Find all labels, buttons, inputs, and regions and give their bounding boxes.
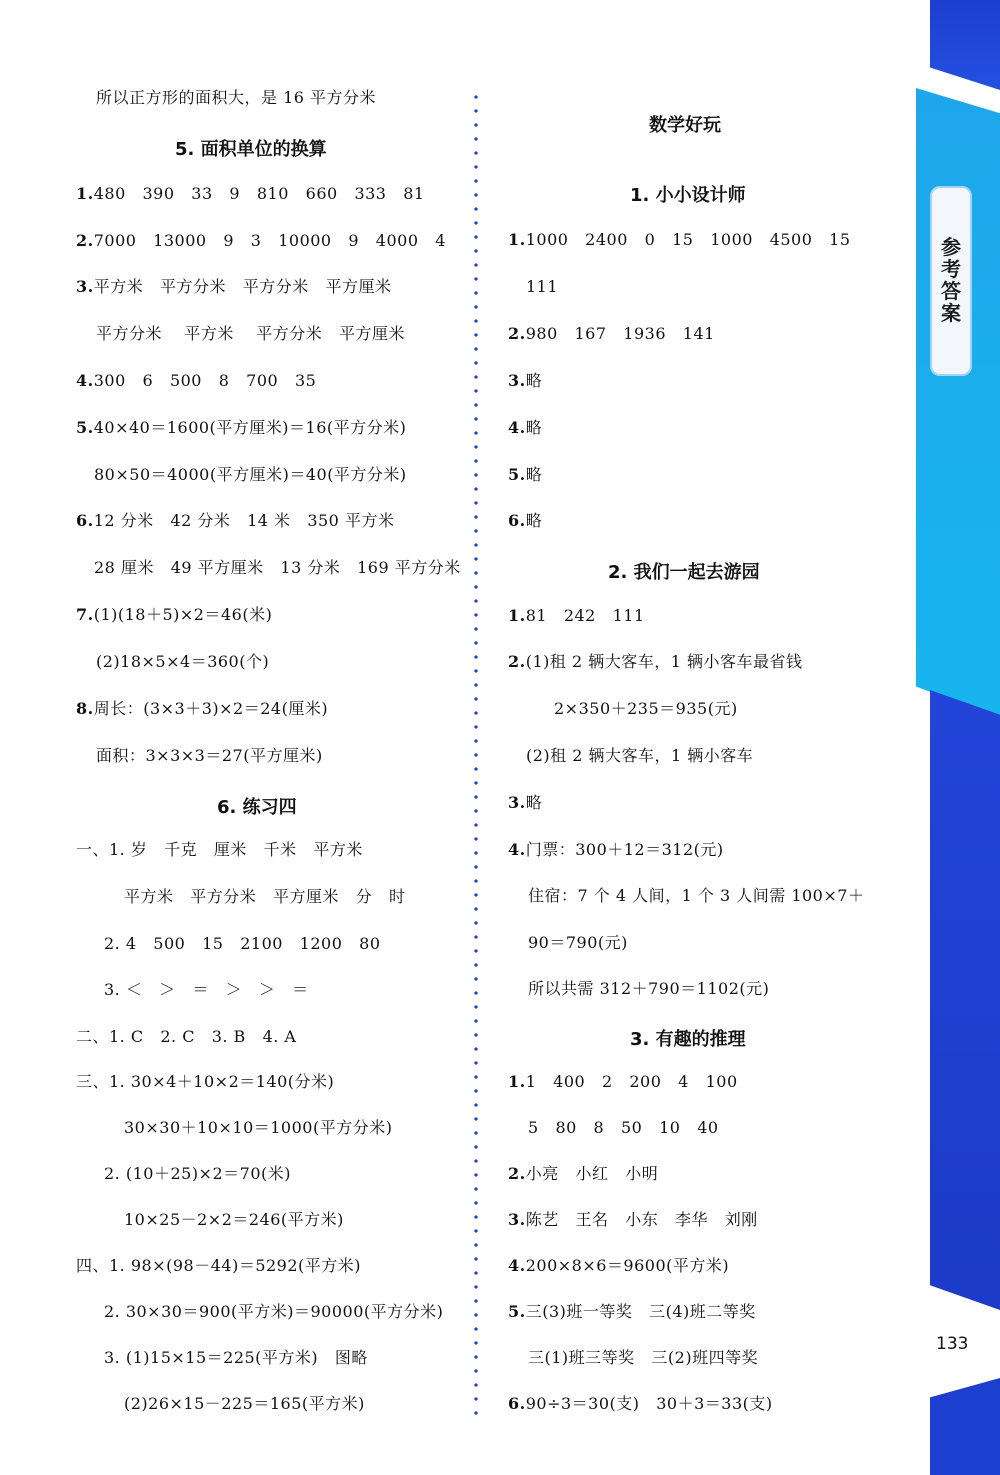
answer-text: (1)(18＋5)×2＝46(米)	[93, 605, 273, 624]
answer-text: 平方分米 平方米 平方分米 平方厘米	[96, 324, 405, 343]
question-number: 4.	[508, 840, 526, 859]
answer-line-left-28	[124, 1394, 365, 1414]
answer-line-right-11	[508, 652, 803, 672]
answer-text: 980 167 1936 141	[525, 324, 715, 343]
question-number: 6.	[508, 1394, 526, 1413]
question-number: 8.	[76, 699, 94, 718]
answer-line-left-27	[104, 1348, 368, 1368]
answer-text: 300 6 500 8 700 35	[93, 371, 317, 390]
answer-line-left-13	[76, 699, 328, 719]
answer-line-left-20	[76, 1027, 296, 1047]
answer-text: 略	[525, 418, 543, 437]
answer-text: 略	[525, 371, 543, 390]
answer-line-right-26	[528, 1348, 758, 1368]
answer-text: 2. 4 500 15 2100 1200 80	[104, 934, 381, 953]
question-number: 5.	[508, 1302, 526, 1321]
answer-text: 住宿：7 个 4 人间，1 个 3 人间需 100×7＋	[528, 886, 865, 905]
answer-line-right-23	[508, 1210, 758, 1230]
answer-line-right-18	[528, 979, 769, 999]
answer-line-right-15	[508, 840, 724, 860]
answer-text: 略	[525, 465, 543, 484]
answer-line-left-14	[96, 746, 323, 766]
answer-line-left-10	[94, 558, 461, 578]
answer-text: 略	[525, 793, 543, 812]
question-number: 3.	[508, 371, 526, 390]
answer-line-right-4	[508, 324, 715, 344]
answer-line-left-17	[124, 887, 406, 907]
answer-text: 7000 13000 9 3 10000 9 4000 4	[93, 231, 446, 250]
answer-tab	[930, 186, 972, 376]
answer-line-right-7	[508, 465, 542, 485]
answer-line-left-24	[124, 1210, 344, 1230]
answer-line-left-25	[76, 1256, 361, 1276]
question-number: 1.	[76, 184, 94, 203]
answer-tab-label: 参 考 答 案	[941, 235, 961, 325]
answer-line-left-11	[76, 605, 272, 625]
question-number: 2.	[508, 652, 526, 671]
question-number: 5.	[76, 418, 94, 437]
section-heading-right-0	[649, 111, 721, 137]
answer-line-left-7	[76, 418, 406, 438]
answer-text: (1)租 2 辆大客车，1 辆小客车最省钱	[525, 652, 803, 671]
answer-line-right-5	[508, 371, 542, 391]
answer-text: 81 242 111	[525, 606, 645, 625]
answer-text: 所以正方形的面积大，是 16 平方分米	[96, 88, 377, 107]
section-heading-right-1	[630, 181, 746, 207]
answer-line-right-12	[554, 699, 738, 719]
answer-line-left-12	[96, 652, 269, 672]
answer-text: 面积：3×3×3＝27(平方厘米)	[96, 746, 323, 765]
answer-line-left-4	[76, 277, 391, 297]
section-heading-left-15	[217, 793, 297, 819]
answer-line-left-21	[76, 1072, 334, 1092]
question-number: 2.	[76, 231, 94, 250]
answer-text: 28 厘米 49 平方厘米 13 分米 169 平方分米	[94, 558, 461, 577]
answer-text: 80×50＝4000(平方厘米)＝40(平方分米)	[94, 465, 407, 484]
answer-text: 3. 有趣的推理	[630, 1029, 746, 1050]
answer-text: (2)26×15－225＝165(平方米)	[124, 1394, 365, 1413]
answer-line-left-16	[76, 840, 363, 860]
answer-line-right-27	[508, 1394, 773, 1414]
answer-text: 小亮 小红 小明	[525, 1164, 659, 1183]
answer-text: 5 80 8 50 10 40	[528, 1118, 719, 1137]
column-divider	[474, 90, 478, 1420]
answer-line-left-22	[124, 1118, 392, 1138]
answer-text: 90＝790(元)	[528, 933, 628, 952]
answer-line-left-0	[96, 88, 376, 108]
question-number: 3.	[508, 793, 526, 812]
answer-line-left-9	[76, 511, 394, 531]
corner-watermark	[930, 1378, 1000, 1475]
answer-line-right-22	[508, 1164, 658, 1184]
question-number: 4.	[508, 1256, 526, 1275]
answer-line-left-26	[104, 1302, 443, 1322]
answer-text: 3. (1)15×15＝225(平方米) 图略	[104, 1348, 368, 1367]
answer-text: 10×25－2×2＝246(平方米)	[124, 1210, 344, 1229]
section-heading-left-1	[175, 135, 327, 161]
question-number: 1.	[508, 230, 526, 249]
question-number: 6.	[76, 511, 94, 530]
answer-line-right-8	[508, 511, 542, 531]
page-number: 133	[936, 1334, 969, 1354]
answer-text: 200×8×6＝9600(平方米)	[525, 1256, 730, 1275]
question-number: 4.	[76, 371, 94, 390]
answer-line-left-18	[104, 934, 381, 954]
question-number: 2.	[508, 1164, 526, 1183]
answer-text: 12 分米 42 分米 14 米 350 平方米	[93, 511, 395, 530]
answer-line-right-16	[528, 886, 864, 906]
answer-text: 门票：300＋12＝312(元)	[525, 840, 724, 859]
answer-text: 3. ＜ ＞ ＝ ＞ ＞ ＝	[104, 980, 309, 999]
side-band-cyan	[916, 88, 1000, 718]
question-number: 6.	[508, 511, 526, 530]
answer-line-left-2	[76, 184, 425, 204]
answer-text: 2×350＋235＝935(元)	[554, 699, 738, 718]
answer-line-right-24	[508, 1256, 729, 1276]
answer-line-right-21	[528, 1118, 719, 1138]
question-number: 7.	[76, 605, 94, 624]
answer-text: 1. 小小设计师	[630, 185, 746, 206]
answer-line-right-13	[526, 746, 753, 766]
answer-text: 90÷3＝30(支) 30＋3＝33(支)	[525, 1394, 773, 1413]
answer-line-left-8	[94, 465, 407, 485]
answer-text: (2)18×5×4＝360(个)	[96, 652, 270, 671]
answer-text: 1000 2400 0 15 1000 4500 15	[525, 230, 851, 249]
answer-text: 周长：(3×3＋3)×2＝24(厘米)	[93, 699, 329, 718]
answer-line-right-17	[528, 933, 628, 953]
answer-text: 30×30＋10×10＝1000(平方分米)	[124, 1118, 393, 1137]
answer-line-left-19	[104, 980, 309, 1000]
answer-line-left-23	[104, 1164, 291, 1184]
answer-text: 略	[525, 511, 543, 530]
answer-text: 111	[526, 277, 559, 296]
answer-text: 480 390 33 9 810 660 333 81	[93, 184, 425, 203]
answer-line-right-2	[508, 230, 851, 250]
answer-text: 三(1)班三等奖 三(2)班四等奖	[528, 1348, 759, 1367]
answer-line-right-14	[508, 793, 542, 813]
answer-text: 陈艺 王名 小东 李华 刘刚	[525, 1210, 758, 1229]
answer-text: 6. 练习四	[217, 797, 297, 818]
question-number: 2.	[508, 324, 526, 343]
answer-line-left-5	[96, 324, 405, 344]
answer-text: 所以共需 312＋790＝1102(元)	[528, 979, 770, 998]
answer-text: 2. 30×30＝900(平方米)＝90000(平方分米)	[104, 1302, 444, 1321]
answer-line-right-6	[508, 418, 542, 438]
section-heading-right-19	[630, 1025, 746, 1051]
answer-text: 数学好玩	[649, 115, 721, 136]
answer-line-right-10	[508, 606, 645, 626]
answer-text: 四、1. 98×(98－44)＝5292(平方米)	[76, 1256, 362, 1275]
answer-text: 2. (10＋25)×2＝70(米)	[104, 1164, 291, 1183]
answer-line-left-3	[76, 231, 446, 251]
side-band-bottom	[930, 690, 1000, 1310]
answer-line-right-3	[526, 277, 558, 297]
answer-text: 二、1. C 2. C 3. B 4. A	[76, 1027, 297, 1046]
answer-line-right-20	[508, 1072, 738, 1092]
question-number: 5.	[508, 465, 526, 484]
question-number: 3.	[76, 277, 94, 296]
side-band-top	[930, 0, 1000, 90]
answer-text: 一、1. 岁 千克 厘米 千米 平方米	[76, 840, 363, 859]
section-heading-right-9	[608, 558, 760, 584]
answer-text: 平方米 平方分米 平方厘米 分 时	[124, 887, 406, 906]
question-number: 1.	[508, 1072, 526, 1091]
answer-line-left-6	[76, 371, 316, 391]
answer-text: 三、1. 30×4＋10×2＝140(分米)	[76, 1072, 335, 1091]
answer-text: 40×40＝1600(平方厘米)＝16(平方分米)	[93, 418, 407, 437]
answer-text: 1 400 2 200 4 100	[525, 1072, 738, 1091]
question-number: 1.	[508, 606, 526, 625]
answer-text: 2. 我们一起去游园	[608, 562, 760, 583]
answer-text: 5. 面积单位的换算	[175, 139, 327, 160]
answer-line-right-25	[508, 1302, 756, 1322]
answer-text: 平方米 平方分米 平方分米 平方厘米	[93, 277, 392, 296]
question-number: 4.	[508, 418, 526, 437]
answer-text: 三(3)班一等奖 三(4)班二等奖	[525, 1302, 756, 1321]
question-number: 3.	[508, 1210, 526, 1229]
answer-text: (2)租 2 辆大客车，1 辆小客车	[526, 746, 754, 765]
